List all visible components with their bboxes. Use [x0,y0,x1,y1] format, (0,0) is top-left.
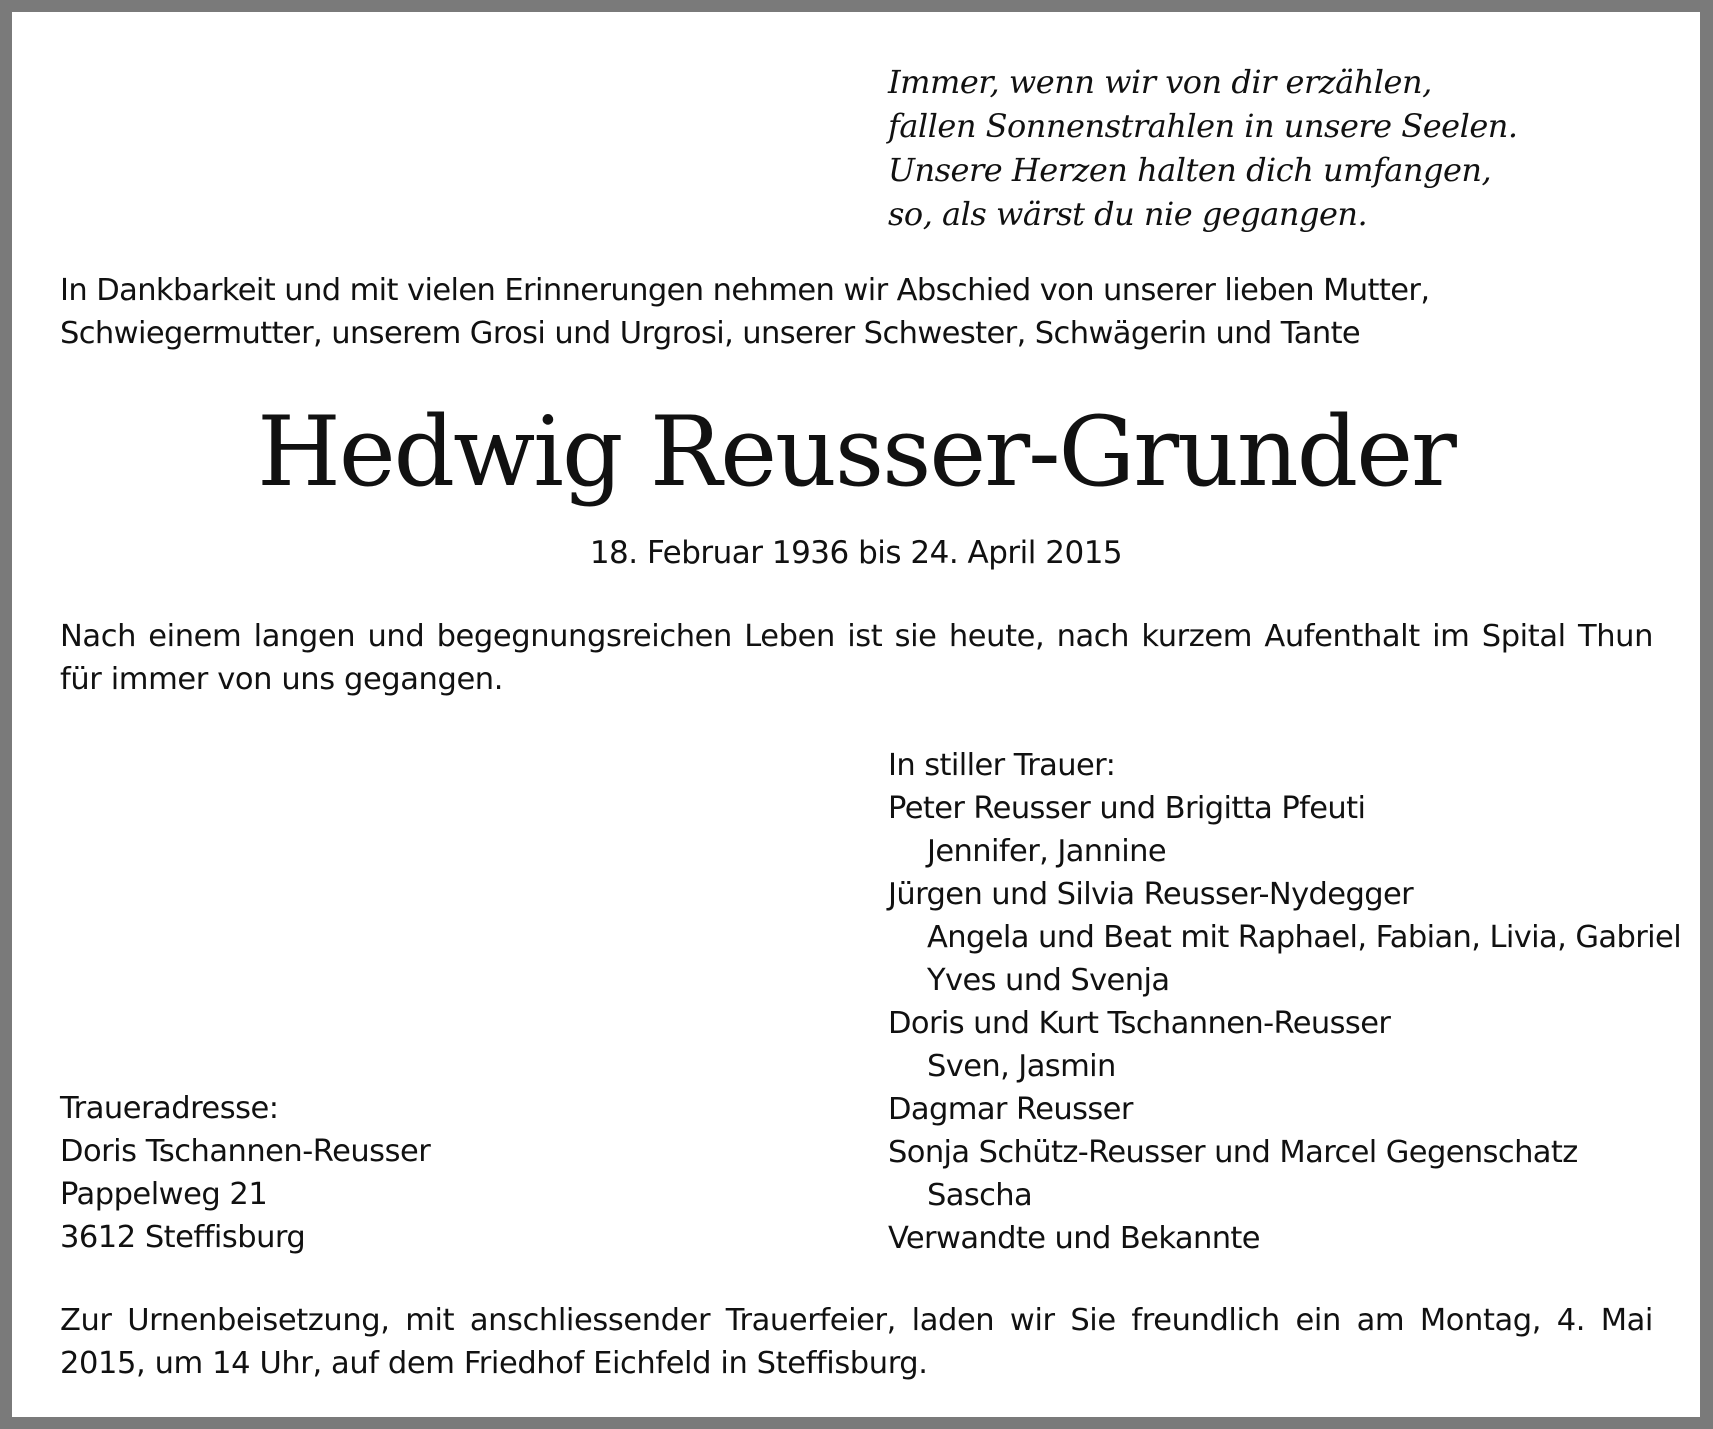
mourner-line: Jürgen und Silvia Reusser-Nydegger [888,877,1414,912]
poem-line: Unsere Herzen halten dich umfangen, [888,151,1492,189]
mourner-line: Sven, Jasmin [927,1049,1116,1084]
mourner-line: Dagmar Reusser [888,1092,1133,1127]
mourner-line: Sascha [927,1178,1033,1213]
mourner-line: Angela und Beat mit Raphael, Fabian, Livia, Gabriel [927,920,1682,955]
closing-text: Zur Urnenbeisetzung, mit anschliessender Trauerfeier, laden wir Sie freundlich ein am Montag, 4. Mai 2015, um 14 Uhr, auf dem Friedhof Eichfeld in Steffisburg. [60,1303,1653,1381]
address-name: Doris Tschannen-Reusser [60,1134,431,1169]
poem-line: fallen Sonnenstrahlen in unsere Seelen. [888,107,1518,145]
life-dates: 18. Februar 1936 bis 24. April 2015 [589,535,1123,571]
mourner-line: Doris und Kurt Tschannen-Reusser [888,1006,1391,1041]
mourners-heading: In stiller Trauer: [888,748,1116,783]
address-street: Pappelweg 21 [60,1177,268,1212]
mourner-line: Peter Reusser und Brigitta Pfeuti [888,791,1366,826]
mourner-line: Sonja Schütz-Reusser und Marcel Gegenschatz [888,1135,1578,1170]
address-city: 3612 Steffisburg [60,1220,306,1255]
body-text: Nach einem langen und begegnungsreichen Leben ist sie heute, nach kurzem Aufenthalt im Spital Thun für immer von uns gegangen. [60,619,1653,697]
deceased-name: Hedwig Reusser-Grunder [257,396,1455,508]
mourner-line: Yves und Svenja [927,963,1170,998]
poem-line: so, als wärst du nie gegangen. [888,195,1368,233]
poem [888,60,1668,236]
mourner-line: Jennifer, Jannine [927,834,1167,869]
intro-text: In Dankbarkeit und mit vielen Erinnerungen nehmen wir Abschied von unserer lieben Mutter, Schwiegermutter, unserem Grosi und Urgrosi, unserer Schwester, Schwägerin und Tante [60,273,1430,351]
mourners-list [888,744,1688,1260]
obituary-card [12,12,1700,1417]
poem-line: Immer, wenn wir von dir erzählen, [888,63,1432,101]
address-label: Traueradresse: [60,1091,279,1126]
mourner-line: Verwandte und Bekannte [888,1221,1260,1256]
mourning-address [60,1087,760,1259]
